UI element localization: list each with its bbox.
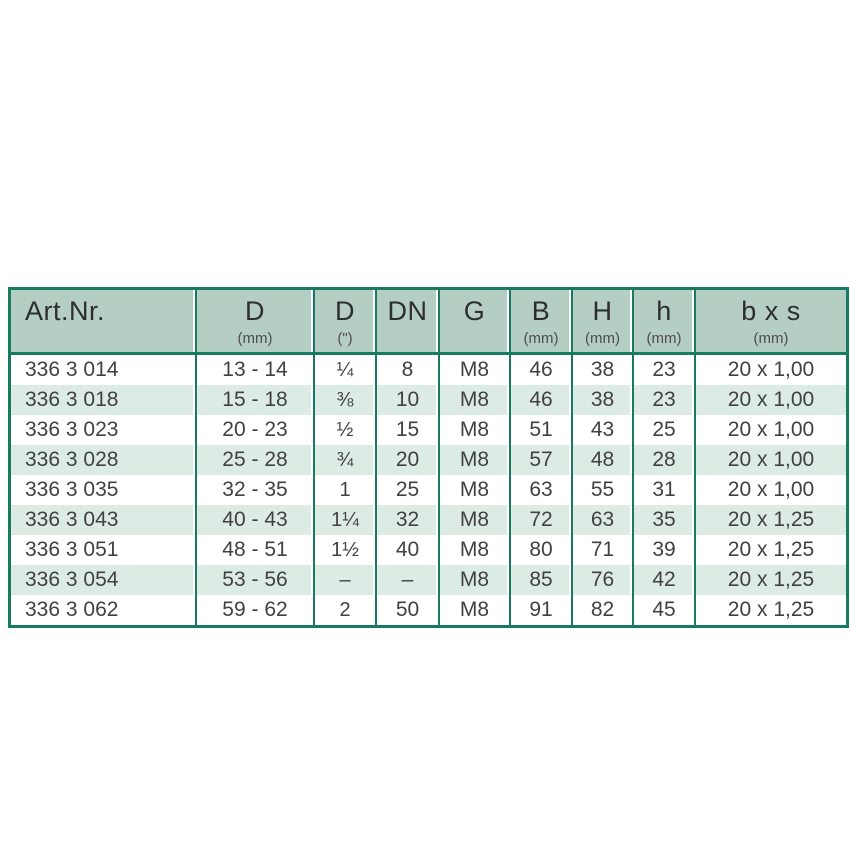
cell-d_mm: 32 - 35: [195, 475, 313, 505]
cell-b: 72: [509, 505, 571, 535]
cell-b: 57: [509, 445, 571, 475]
cell-h_cap: 48: [571, 445, 632, 475]
header-row: [11, 290, 846, 355]
cell-b: 85: [509, 565, 571, 595]
column-unit-label: (mm): [753, 330, 789, 347]
cell-h_low: 45: [632, 595, 694, 625]
cell-d_in: ¼: [313, 355, 375, 385]
column-header-d_mm: [195, 290, 313, 355]
column-label: b x s: [741, 296, 801, 326]
cell-dn: 15: [375, 415, 438, 445]
cell-bxs: 20 x 1,25: [694, 595, 846, 625]
cell-d_in: ¾: [313, 445, 375, 475]
cell-g: M8: [438, 475, 509, 505]
cell-d_in: 1½: [313, 535, 375, 565]
cell-bxs: 20 x 1,25: [694, 535, 846, 565]
cell-g: M8: [438, 355, 509, 385]
column-label: DN: [387, 296, 428, 326]
cell-dn: 32: [375, 505, 438, 535]
cell-bxs: 20 x 1,00: [694, 445, 846, 475]
cell-d_in: 1: [313, 475, 375, 505]
cell-g: M8: [438, 595, 509, 625]
cell-h_cap: 76: [571, 565, 632, 595]
table-header: [11, 290, 846, 355]
cell-g: M8: [438, 445, 509, 475]
cell-h_low: 28: [632, 445, 694, 475]
cell-h_cap: 38: [571, 385, 632, 415]
cell-h_low: 23: [632, 355, 694, 385]
cell-artnr: 336 3 035: [11, 475, 195, 505]
cell-b: 63: [509, 475, 571, 505]
cell-d_mm: 53 - 56: [195, 565, 313, 595]
cell-h_cap: 82: [571, 595, 632, 625]
cell-h_low: 39: [632, 535, 694, 565]
table-row: [11, 475, 846, 505]
cell-d_in: –: [313, 565, 375, 595]
cell-b: 46: [509, 355, 571, 385]
column-header-dn: [375, 290, 438, 355]
column-header-g: [438, 290, 509, 355]
cell-b: 80: [509, 535, 571, 565]
cell-d_mm: 20 - 23: [195, 415, 313, 445]
cell-artnr: 336 3 018: [11, 385, 195, 415]
column-label: D: [245, 296, 265, 326]
table-wrap: [8, 287, 843, 628]
cell-dn: –: [375, 565, 438, 595]
table-row: [11, 505, 846, 535]
cell-h_cap: 55: [571, 475, 632, 505]
cell-d_mm: 59 - 62: [195, 595, 313, 625]
cell-d_in: ½: [313, 415, 375, 445]
cell-d_mm: 25 - 28: [195, 445, 313, 475]
column-label: Art.Nr.: [25, 296, 106, 326]
cell-d_in: ⅜: [313, 385, 375, 415]
cell-h_low: 31: [632, 475, 694, 505]
cell-artnr: 336 3 023: [11, 415, 195, 445]
cell-g: M8: [438, 535, 509, 565]
cell-dn: 40: [375, 535, 438, 565]
cell-bxs: 20 x 1,00: [694, 415, 846, 445]
cell-bxs: 20 x 1,25: [694, 505, 846, 535]
cell-h_cap: 63: [571, 505, 632, 535]
cell-d_mm: 40 - 43: [195, 505, 313, 535]
column-header-d_in: [313, 290, 375, 355]
table-row: [11, 595, 846, 625]
cell-artnr: 336 3 028: [11, 445, 195, 475]
cell-dn: 50: [375, 595, 438, 625]
column-header-h_low: [632, 290, 694, 355]
cell-bxs: 20 x 1,25: [694, 565, 846, 595]
column-header-artnr: [11, 290, 195, 355]
cell-h_cap: 43: [571, 415, 632, 445]
column-label: H: [592, 296, 613, 326]
column-unit-label: (mm): [237, 330, 273, 347]
cell-g: M8: [438, 415, 509, 445]
column-label: B: [531, 296, 551, 326]
table-row: [11, 415, 846, 445]
cell-d_mm: 48 - 51: [195, 535, 313, 565]
cell-b: 51: [509, 415, 571, 445]
cell-dn: 10: [375, 385, 438, 415]
column-unit-label: (mm): [585, 330, 620, 347]
cell-h_cap: 38: [571, 355, 632, 385]
product-spec-table: [8, 287, 849, 628]
column-header-h_cap: [571, 290, 632, 355]
column-label: D: [335, 296, 355, 326]
table-row: [11, 565, 846, 595]
table-row: [11, 385, 846, 415]
cell-artnr: 336 3 043: [11, 505, 195, 535]
cell-dn: 20: [375, 445, 438, 475]
cell-artnr: 336 3 051: [11, 535, 195, 565]
cell-h_low: 23: [632, 385, 694, 415]
cell-g: M8: [438, 565, 509, 595]
cell-d_in: 1¼: [313, 505, 375, 535]
column-header-bxs: [694, 290, 846, 355]
cell-h_low: 35: [632, 505, 694, 535]
cell-bxs: 20 x 1,00: [694, 355, 846, 385]
cell-d_mm: 13 - 14: [195, 355, 313, 385]
cell-h_cap: 71: [571, 535, 632, 565]
column-header-b: [509, 290, 571, 355]
cell-bxs: 20 x 1,00: [694, 385, 846, 415]
cell-dn: 25: [375, 475, 438, 505]
cell-artnr: 336 3 062: [11, 595, 195, 625]
table-row: [11, 535, 846, 565]
cell-h_low: 42: [632, 565, 694, 595]
column-label: h: [656, 296, 672, 326]
cell-d_mm: 15 - 18: [195, 385, 313, 415]
cell-h_low: 25: [632, 415, 694, 445]
cell-b: 46: [509, 385, 571, 415]
cell-g: M8: [438, 385, 509, 415]
table-body: [11, 355, 846, 625]
column-label: G: [463, 296, 486, 326]
cell-d_in: 2: [313, 595, 375, 625]
column-unit-label: (mm): [523, 330, 559, 347]
cell-bxs: 20 x 1,00: [694, 475, 846, 505]
column-unit-label: ("): [337, 330, 353, 347]
table-row: [11, 355, 846, 385]
column-unit-label: (mm): [646, 330, 682, 347]
cell-g: M8: [438, 505, 509, 535]
table-row: [11, 445, 846, 475]
cell-artnr: 336 3 054: [11, 565, 195, 595]
cell-artnr: 336 3 014: [11, 355, 195, 385]
cell-dn: 8: [375, 355, 438, 385]
cell-b: 91: [509, 595, 571, 625]
